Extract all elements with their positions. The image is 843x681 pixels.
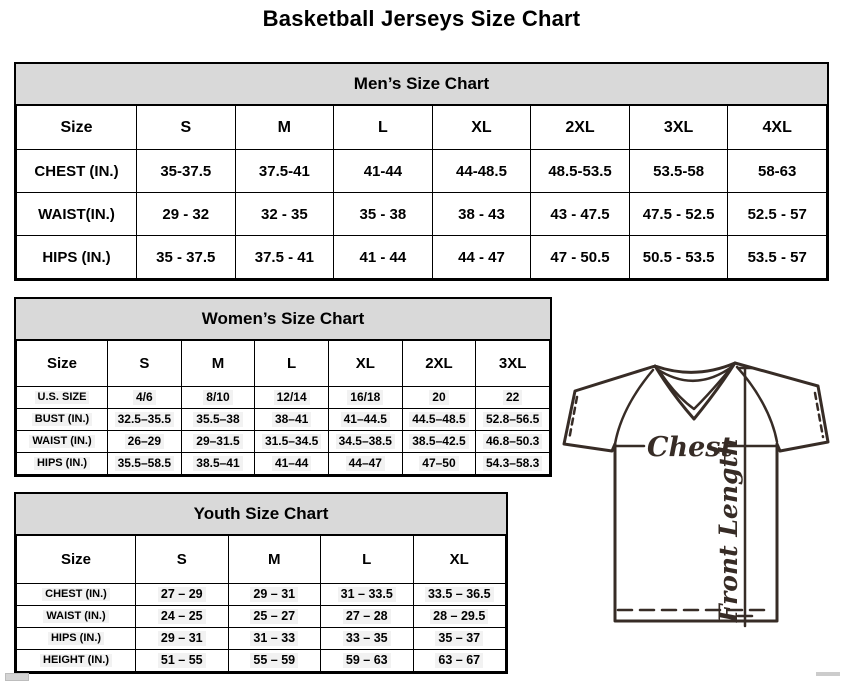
highlighted-value: WAIST (IN.) — [43, 610, 108, 624]
size-value-cell: 41-44 — [334, 150, 433, 193]
size-value-cell: 52.5 - 57 — [728, 193, 827, 236]
highlighted-value: 59 – 63 — [343, 653, 391, 669]
highlighted-value: 34.5–38.5 — [336, 434, 395, 449]
highlighted-value: 38.5–41 — [193, 456, 242, 471]
size-value-cell — [413, 628, 506, 650]
highlighted-value: 35.5–38 — [193, 412, 242, 427]
size-value-cell: 37.5 - 41 — [235, 236, 334, 279]
size-value-cell: 53.5 - 57 — [728, 236, 827, 279]
column-header: 3XL — [629, 106, 728, 150]
column-header-row — [17, 536, 506, 584]
mens-table — [16, 105, 827, 279]
highlighted-value: BUST (IN.) — [32, 413, 92, 427]
page-title: Basketball Jerseys Size Chart — [262, 6, 581, 31]
size-value-cell — [136, 650, 229, 672]
highlighted-value: 38.5–42.5 — [409, 434, 468, 449]
size-value-cell: 37.5-41 — [235, 150, 334, 193]
size-value-cell: 35 - 38 — [334, 193, 433, 236]
size-value-cell — [136, 628, 229, 650]
size-value-cell — [328, 409, 402, 431]
column-header: L — [321, 536, 414, 584]
size-value-cell: 41 - 44 — [334, 236, 433, 279]
row-label: CHEST (IN.) — [17, 150, 137, 193]
front-length-label: Front Length — [714, 437, 743, 623]
highlighted-value: 27 – 28 — [343, 609, 391, 625]
row-label — [17, 584, 136, 606]
highlighted-value: HEIGHT (IN.) — [40, 654, 112, 668]
size-value-cell — [181, 453, 255, 475]
column-header: Size — [17, 106, 137, 150]
highlighted-value: 22 — [503, 390, 522, 405]
womens-chart-title: Women’s Size Chart — [16, 299, 550, 340]
column-header: XL — [432, 106, 531, 150]
highlighted-value: HIPS (IN.) — [48, 632, 104, 646]
column-header: S — [136, 536, 229, 584]
size-value-cell — [402, 431, 476, 453]
size-value-cell — [255, 431, 329, 453]
highlighted-value: 52.8–56.5 — [483, 412, 542, 427]
highlighted-value: 16/18 — [347, 390, 383, 405]
size-value-cell — [321, 650, 414, 672]
highlighted-value: 26–29 — [125, 434, 164, 449]
size-value-cell — [228, 650, 321, 672]
table-row — [17, 584, 506, 606]
row-label — [17, 628, 136, 650]
highlighted-value: 31.5–34.5 — [262, 434, 321, 449]
row-label — [17, 606, 136, 628]
row-label — [17, 453, 108, 475]
chest-label: Chest — [647, 432, 733, 463]
size-value-cell — [476, 453, 550, 475]
size-value-cell: 32 - 35 — [235, 193, 334, 236]
column-header: 2XL — [531, 106, 630, 150]
column-header: XL — [328, 341, 402, 387]
table-row — [17, 409, 550, 431]
size-value-cell: 38 - 43 — [432, 193, 531, 236]
column-header: 3XL — [476, 341, 550, 387]
column-header: M — [181, 341, 255, 387]
highlighted-value: 35.5–58.5 — [115, 456, 174, 471]
table-row — [17, 387, 550, 409]
size-value-cell: 58-63 — [728, 150, 827, 193]
column-header: Size — [17, 341, 108, 387]
row-label: WAIST(IN.) — [17, 193, 137, 236]
youth-table — [16, 535, 506, 672]
size-value-cell — [255, 409, 329, 431]
column-header: XL — [413, 536, 506, 584]
size-value-cell: 47 - 50.5 — [531, 236, 630, 279]
highlighted-value: 33 – 35 — [343, 631, 391, 647]
size-value-cell — [402, 387, 476, 409]
highlighted-value: CHEST (IN.) — [42, 588, 110, 602]
highlighted-value: 29 – 31 — [250, 587, 298, 603]
table-row — [17, 628, 506, 650]
size-value-cell — [228, 606, 321, 628]
column-header-row — [17, 106, 827, 150]
highlighted-value: 44–47 — [346, 456, 385, 471]
size-value-cell — [255, 387, 329, 409]
size-value-cell — [228, 584, 321, 606]
highlighted-value: U.S. SIZE — [35, 391, 90, 405]
column-header: M — [235, 106, 334, 150]
size-value-cell: 35 - 37.5 — [137, 236, 236, 279]
highlighted-value: 54.3–58.3 — [483, 456, 542, 471]
highlighted-value: WAIST (IN.) — [29, 435, 94, 449]
highlighted-value: 24 – 25 — [158, 609, 206, 625]
size-value-cell — [476, 431, 550, 453]
table-row — [17, 650, 506, 672]
size-value-cell: 44 - 47 — [432, 236, 531, 279]
size-value-cell — [413, 606, 506, 628]
highlighted-value: 55 – 59 — [250, 653, 298, 669]
table-row — [17, 150, 827, 193]
size-value-cell — [328, 431, 402, 453]
highlighted-value: 41–44.5 — [341, 412, 390, 427]
highlighted-value: 20 — [429, 390, 448, 405]
highlighted-value: 8/10 — [203, 390, 232, 405]
size-value-cell — [402, 453, 476, 475]
row-label — [17, 650, 136, 672]
jersey-measurement-diagram — [556, 358, 841, 663]
column-header: 4XL — [728, 106, 827, 150]
jersey-icon — [556, 358, 841, 663]
size-value-cell — [321, 584, 414, 606]
youth-size-chart — [14, 492, 508, 674]
size-value-cell — [181, 387, 255, 409]
size-value-cell — [321, 628, 414, 650]
size-value-cell — [181, 409, 255, 431]
highlighted-value: HIPS (IN.) — [34, 457, 90, 471]
highlighted-value: 33.5 – 36.5 — [425, 587, 494, 603]
mens-size-chart — [14, 62, 829, 281]
size-value-cell: 44-48.5 — [432, 150, 531, 193]
size-value-cell — [181, 431, 255, 453]
highlighted-value: 46.8–50.3 — [483, 434, 542, 449]
size-value-cell — [402, 409, 476, 431]
size-value-cell — [476, 387, 550, 409]
womens-size-chart — [14, 297, 552, 477]
highlighted-value: 41–44 — [272, 456, 311, 471]
column-header: 2XL — [402, 341, 476, 387]
column-header: L — [255, 341, 329, 387]
highlighted-value: 38–41 — [272, 412, 311, 427]
row-label — [17, 431, 108, 453]
highlighted-value: 63 – 67 — [435, 653, 483, 669]
size-value-cell — [136, 606, 229, 628]
highlighted-value: 25 – 27 — [250, 609, 298, 625]
row-label — [17, 387, 108, 409]
column-header: S — [108, 341, 182, 387]
highlighted-value: 32.5–35.5 — [115, 412, 174, 427]
size-value-cell — [328, 387, 402, 409]
table-row — [17, 236, 827, 279]
size-value-cell: 29 - 32 — [137, 193, 236, 236]
size-value-cell — [108, 387, 182, 409]
size-value-cell — [108, 453, 182, 475]
jersey-outline — [564, 363, 828, 621]
size-value-cell — [136, 584, 229, 606]
size-value-cell — [321, 606, 414, 628]
bottom-left-scroll-artifact — [5, 673, 29, 681]
size-value-cell: 35-37.5 — [137, 150, 236, 193]
highlighted-value: 29 – 31 — [158, 631, 206, 647]
size-value-cell: 53.5-58 — [629, 150, 728, 193]
highlighted-value: 12/14 — [274, 390, 310, 405]
size-value-cell — [228, 628, 321, 650]
bottom-right-scroll-artifact — [816, 672, 840, 676]
highlighted-value: 47–50 — [419, 456, 458, 471]
column-header: L — [334, 106, 433, 150]
size-value-cell — [255, 453, 329, 475]
highlighted-value: 31 – 33.5 — [338, 587, 396, 603]
table-row — [17, 193, 827, 236]
size-value-cell: 48.5-53.5 — [531, 150, 630, 193]
table-row — [17, 453, 550, 475]
column-header-row — [17, 341, 550, 387]
size-value-cell — [108, 431, 182, 453]
size-value-cell: 50.5 - 53.5 — [629, 236, 728, 279]
womens-table — [16, 340, 550, 475]
highlighted-value: 28 – 29.5 — [430, 609, 488, 625]
row-label — [17, 409, 108, 431]
size-value-cell — [108, 409, 182, 431]
column-header: M — [228, 536, 321, 584]
row-label: HIPS (IN.) — [17, 236, 137, 279]
column-header: S — [137, 106, 236, 150]
table-row — [17, 606, 506, 628]
table-row — [17, 431, 550, 453]
size-value-cell: 47.5 - 52.5 — [629, 193, 728, 236]
highlighted-value: 31 – 33 — [250, 631, 298, 647]
size-value-cell — [328, 453, 402, 475]
size-value-cell — [476, 409, 550, 431]
highlighted-value: 44.5–48.5 — [409, 412, 468, 427]
highlighted-value: 35 – 37 — [435, 631, 483, 647]
size-value-cell — [413, 584, 506, 606]
highlighted-value: 4/6 — [133, 390, 156, 405]
size-value-cell: 43 - 47.5 — [531, 193, 630, 236]
youth-chart-title: Youth Size Chart — [16, 494, 506, 535]
highlighted-value: 51 – 55 — [158, 653, 206, 669]
highlighted-value: 27 – 29 — [158, 587, 206, 603]
highlighted-value: 29–31.5 — [193, 434, 242, 449]
column-header: Size — [17, 536, 136, 584]
mens-chart-title: Men’s Size Chart — [16, 64, 827, 105]
size-value-cell — [413, 650, 506, 672]
